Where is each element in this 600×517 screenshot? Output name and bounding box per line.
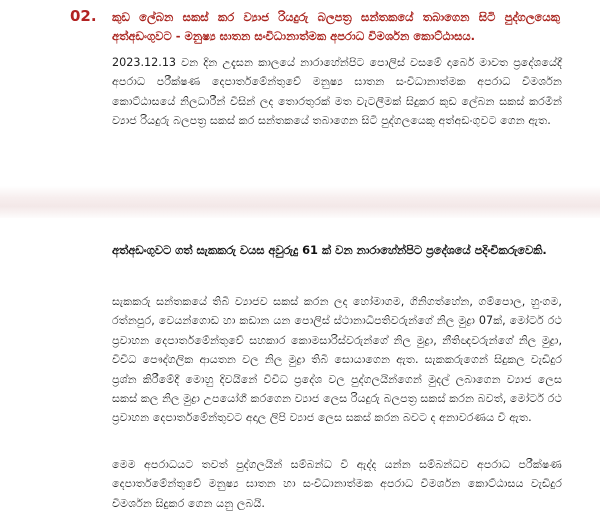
item-number: 02. xyxy=(70,7,97,25)
page-separator xyxy=(0,186,600,220)
paragraph-investigation: මෙම අපරාධයට තවත් පුද්ගලයින් සම්බන්ධ වී ඇද්ද යන්න සම්බන්ධව අපරාධ පරීක්ෂණ දෙපාර්තමේන්තුවේ මනුෂ්‍ය ඝාතන හා සංවිධානාත්මක අපරාධ විමර්ශන කොට්ඨාසය වැඩිදුර විමර්ශන සිදුකර ගෙන යනු ලබයි. xyxy=(112,458,562,510)
paragraph-suspect: අත්අඩංගුවට ගත් සැකකරු වයස අවුරුදු 61 ක් වන නාරාහේන්පිට ප්‍රදේශයේ පදිංචිකරුවෙකි. xyxy=(112,243,547,257)
item-heading: කුඩ ලේබන සකස් කර ව්‍යාජ රියදුරු බලපත්‍ර සන්තකයේ තබාගෙන සිටි පුද්ගලයෙකු අත්අඩංගුවට - මනුෂ්‍ය ඝාතන සංවිධානාත්මක අපරාධ විමර්ශන කොට්ඨාසය. xyxy=(112,10,560,43)
paragraph-incident: 2023.12.13 වන දින උදැසන කාලයේ නාරාහේන්පිට පොලිස් වසමේ දාබෙර් මාවත ප්‍රදේශයේදී අපරාධ පරීක්ෂණ දෙපාර්තමේන්තුවේ මනුෂ්‍ය ඝාතන සංවිධානාත්මක අපරාධ විමර්ශන කොට්ඨාසයේ නිලධාරීන් විසින් ලද තොරතුරක් මත වැටලීමක් සිදුකර කුඩ ලේබන සකස් කරමින් ව්‍යාජ රියදුරු බලපත්‍ර සකස් කර සන්තකයේ තබාගෙන සිටි පුද්ගලයෙකු අත්අඩංගුවට ගෙන ඇත. xyxy=(112,56,562,128)
paragraph-evidence: සැකකරු සන්තකයේ තිබී ව්‍යාජව සකස් කරන ලද හෝමාගම, ගිනිගත්හේන, ගම්පොල, හුංගම, රත්නපුර, වෙයන්ගොඩ හා කඩාන යන පොලිස් ස්ථානාධිපතිවරුන්ගේ නිල මුද්‍රා 07ක්, මෝටර් රථ ප්‍රවාහන දෙපාර්තමේන්තුවේ සහකාර කොමසාරිස්වරුන්ගේ නිල මුද්‍රා, නීතිඥවරුන්ගේ නිල මුද්‍රා, විවිධ පෞද්ගලික ආයතන වල නිල මුද්‍රා තිබී සොයාගෙන ඇත. සැකකරුගෙන් සිදුකල වැඩිදුර ප්‍රශ්න කිරීමේදී මොහු දිවයිනේ විවිධ ප්‍රදේශ වල පුද්ගලයින්ගෙන් මුදල් ලබාගෙන ව්‍යාජ ලෙස සකස් කල නිල මුද්‍රා උපයෝගී කරගෙන ව්‍යාජ ලෙස රියදුරු බලපත්‍ර සකස් කරන බවත්, මෝටර් රථ ප්‍රවාහන දෙපාර්තමේන්තුවට අදාල ලිපි ව්‍යාජ ලෙස සකස් කරන බවට ද අනාවරණය වී ඇත. xyxy=(112,295,562,425)
